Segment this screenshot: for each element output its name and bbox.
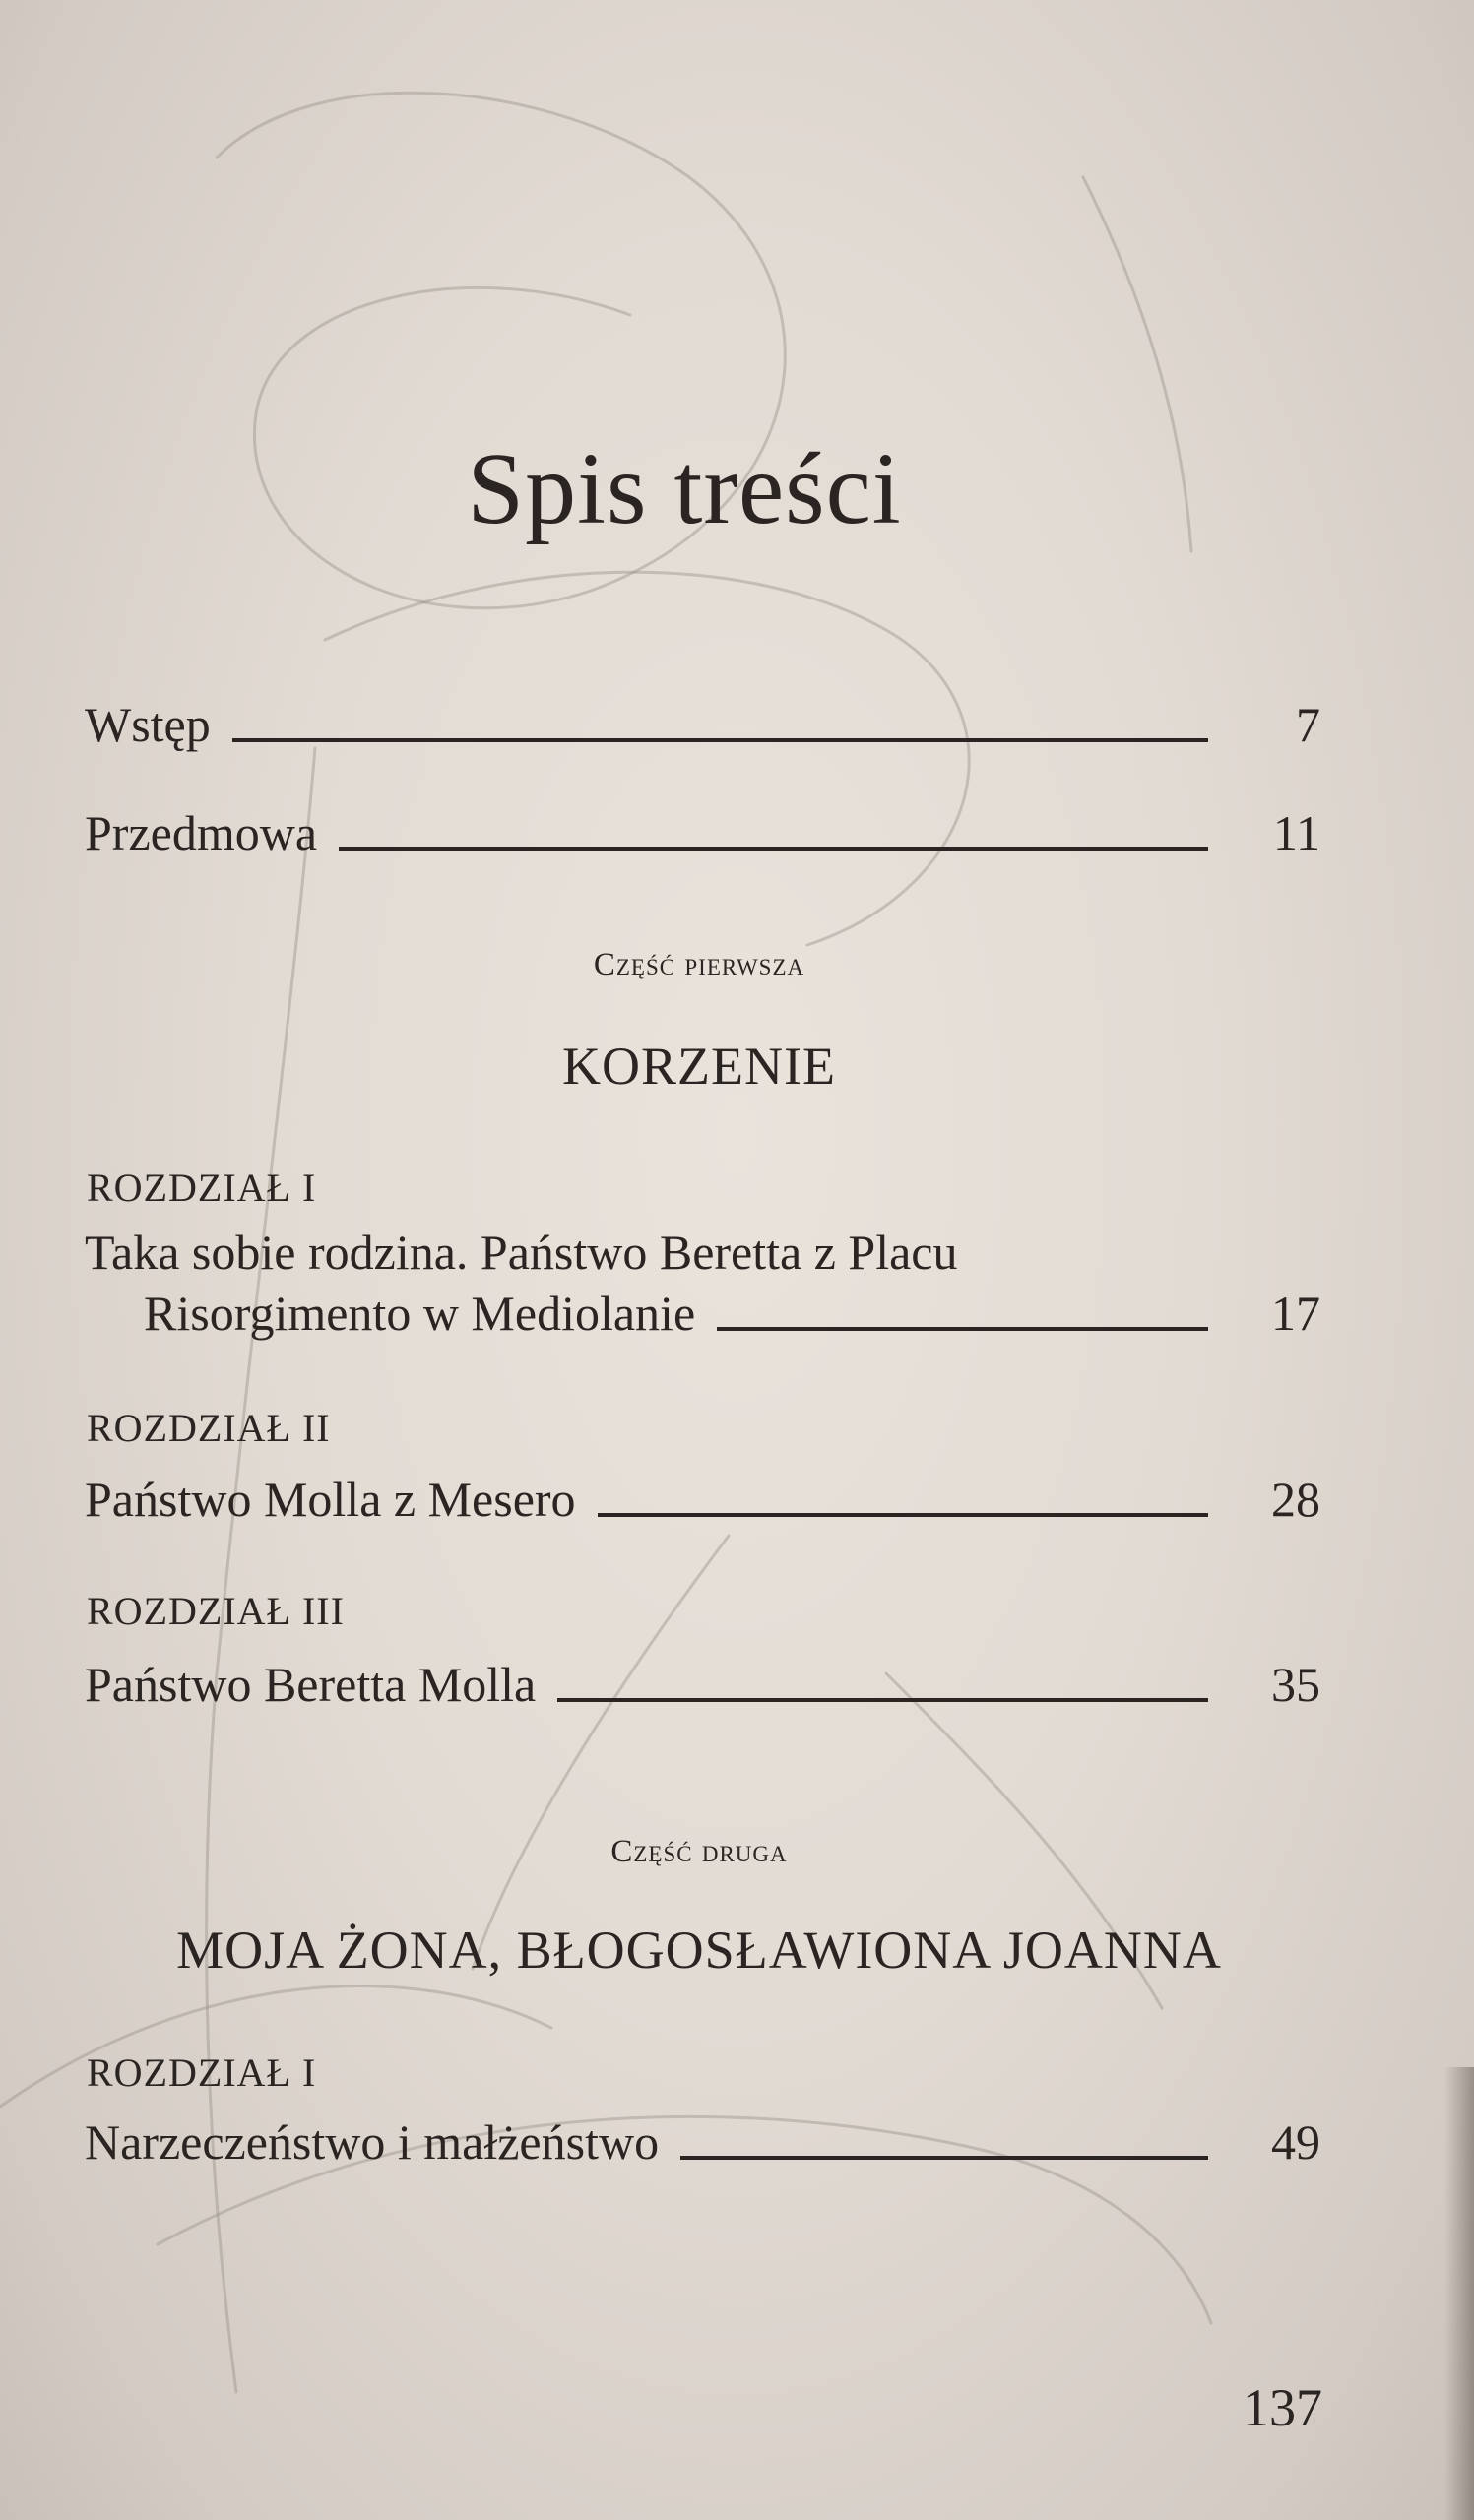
entry-label: Wstęp xyxy=(85,697,211,752)
folio-page-number: 137 xyxy=(1243,2378,1322,2437)
entry-label: Risorgimento w Mediolanie xyxy=(144,1286,696,1341)
leader-line xyxy=(717,1327,1208,1331)
toc-entry-rozdzial-3[interactable] xyxy=(85,1657,1320,1714)
page-number: 35 xyxy=(1271,1657,1320,1712)
leader-line xyxy=(339,847,1208,850)
leader-line xyxy=(232,738,1208,742)
page-number: 17 xyxy=(1271,1286,1320,1341)
leader-line xyxy=(680,2156,1208,2160)
toc-entry-przedmowa[interactable] xyxy=(85,805,1320,862)
part-two-label: Część druga xyxy=(610,1834,788,1869)
page-edge-shadow xyxy=(1444,2067,1474,2520)
chapter-heading: ROZDZIAŁ I xyxy=(87,1166,317,1210)
page-number: 11 xyxy=(1272,805,1320,860)
toc-entry-part-2-rozdzial-1[interactable] xyxy=(85,2114,1320,2172)
toc-entry-rozdzial-1[interactable] xyxy=(144,1286,1320,1343)
entry-label: Państwo Molla z Mesero xyxy=(85,1472,576,1527)
entry-label: Przedmowa xyxy=(85,805,318,860)
leader-line xyxy=(598,1513,1208,1517)
chapter-title-line-1: Taka sobie rodzina. Państwo Beretta z Placu xyxy=(85,1225,958,1280)
part-two-title: MOJA ŻONA, BŁOGOSŁAWIONA JOANNA xyxy=(176,1921,1222,1980)
chapter-heading: ROZDZIAŁ III xyxy=(87,1589,345,1633)
page-number: 49 xyxy=(1271,2114,1320,2170)
page-number: 7 xyxy=(1296,697,1320,752)
toc-entry-wstep[interactable] xyxy=(85,697,1320,754)
leader-line xyxy=(557,1698,1208,1702)
entry-label: Narzeczeństwo i małżeństwo xyxy=(85,2114,660,2170)
toc-entry-rozdzial-2[interactable] xyxy=(85,1472,1320,1529)
page-title: Spis treści xyxy=(467,432,902,545)
part-one-title: KORZENIE xyxy=(562,1037,836,1096)
part-one-label: Część pierwsza xyxy=(593,947,805,982)
entry-label: Państwo Beretta Molla xyxy=(85,1657,537,1712)
chapter-heading: ROZDZIAŁ I xyxy=(87,2050,317,2095)
page-number: 28 xyxy=(1271,1472,1320,1527)
chapter-heading: ROZDZIAŁ II xyxy=(87,1406,331,1450)
